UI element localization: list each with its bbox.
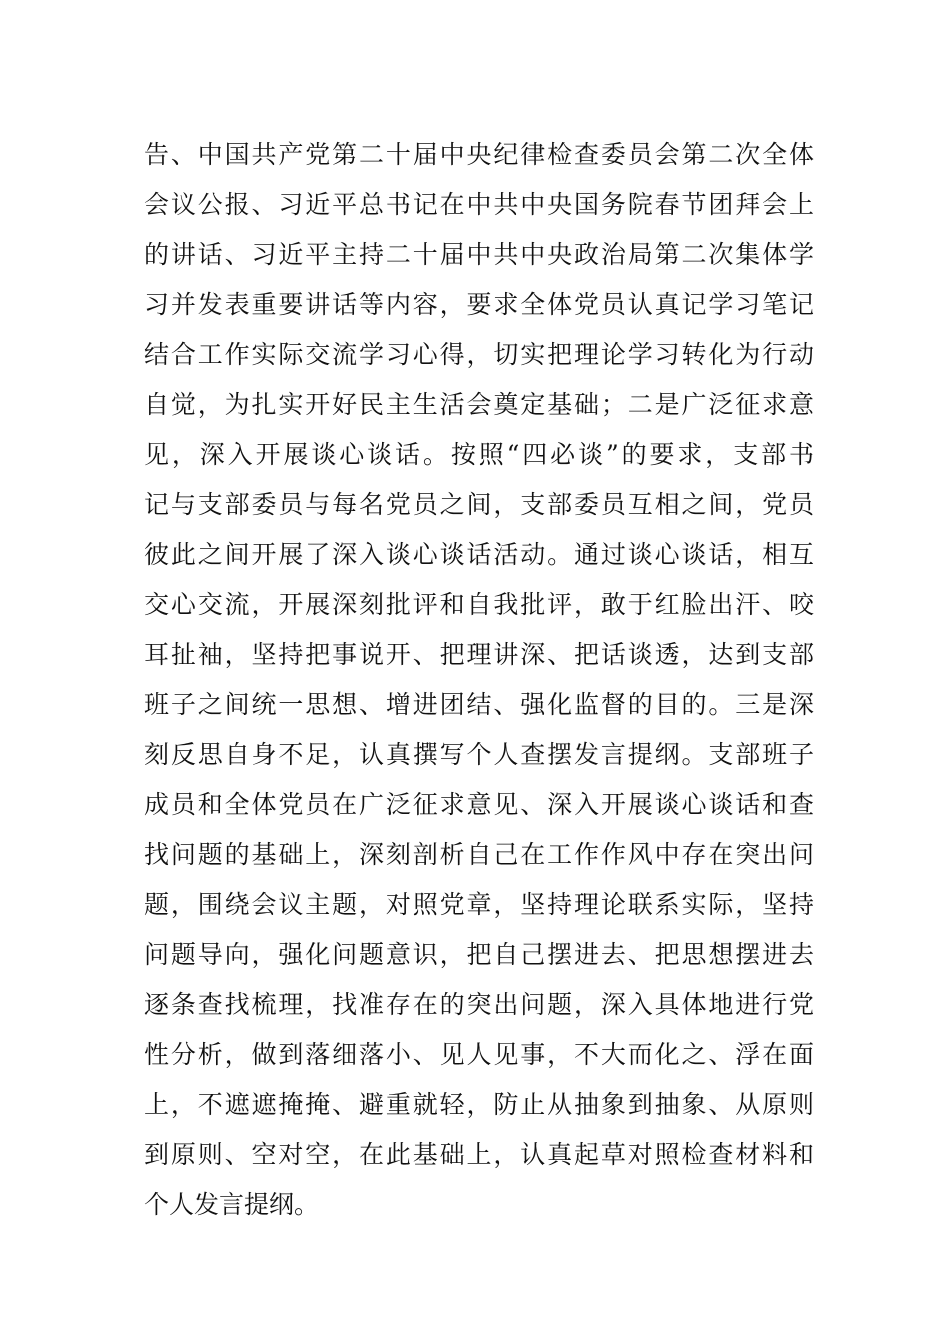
text-line: 问题导向，强化问题意识，把自己摆进去、把思想摆进去 [144,940,814,969]
text-line: 耳扯袖，坚持把事说开、把理讲深、把话谈透，达到支部 [144,640,814,669]
text-line: 上，不遮遮掩掩、避重就轻，防止从抽象到抽象、从原则 [144,1090,814,1119]
text-line: 到原则、空对空，在此基础上，认真起草对照检查材料和 [144,1140,814,1169]
text-line: 交心交流，开展深刻批评和自我批评，敢于红脸出汗、咬 [144,590,814,619]
text-line: 刻反思自身不足，认真撰写个人查摆发言提纲。支部班子 [144,740,814,769]
text-line: 自觉，为扎实开好民主生活会奠定基础；二是广泛征求意 [144,390,814,419]
text-line: 的讲话、习近平主持二十届中共中央政治局第二次集体学 [144,240,814,269]
text-line: 习并发表重要讲话等内容，要求全体党员认真记学习笔记 [144,290,814,319]
text-line: 逐条查找梳理，找准存在的突出问题，深入具体地进行党 [144,990,814,1019]
text-line: 会议公报、习近平总书记在中共中央国务院春节团拜会上 [144,190,814,219]
text-line: 彼此之间开展了深入谈心谈话活动。通过谈心谈话，相互 [144,540,814,569]
text-line: 记与支部委员与每名党员之间，支部委员互相之间，党员 [144,490,814,519]
text-line: 结合工作实际交流学习心得，切实把理论学习转化为行动 [144,340,814,369]
text-line: 见，深入开展谈心谈话。按照“四必谈”的要求，支部书 [144,440,814,469]
text-line: 个人发言提纲。 [144,1190,320,1219]
text-line: 性分析，做到落细落小、见人见事，不大而化之、浮在面 [144,1040,814,1069]
text-line: 题，围绕会议主题，对照党章，坚持理论联系实际，坚持 [144,890,814,919]
text-line: 成员和全体党员在广泛征求意见、深入开展谈心谈话和查 [144,790,814,819]
text-line: 找问题的基础上，深刻剖析自己在工作作风中存在突出问 [144,840,814,869]
text-line: 告、中国共产党第二十届中央纪律检查委员会第二次全体 [144,140,814,169]
text-line: 班子之间统一思想、增进团结、强化监督的目的。三是深 [144,690,814,719]
body-paragraph [144,130,814,1230]
